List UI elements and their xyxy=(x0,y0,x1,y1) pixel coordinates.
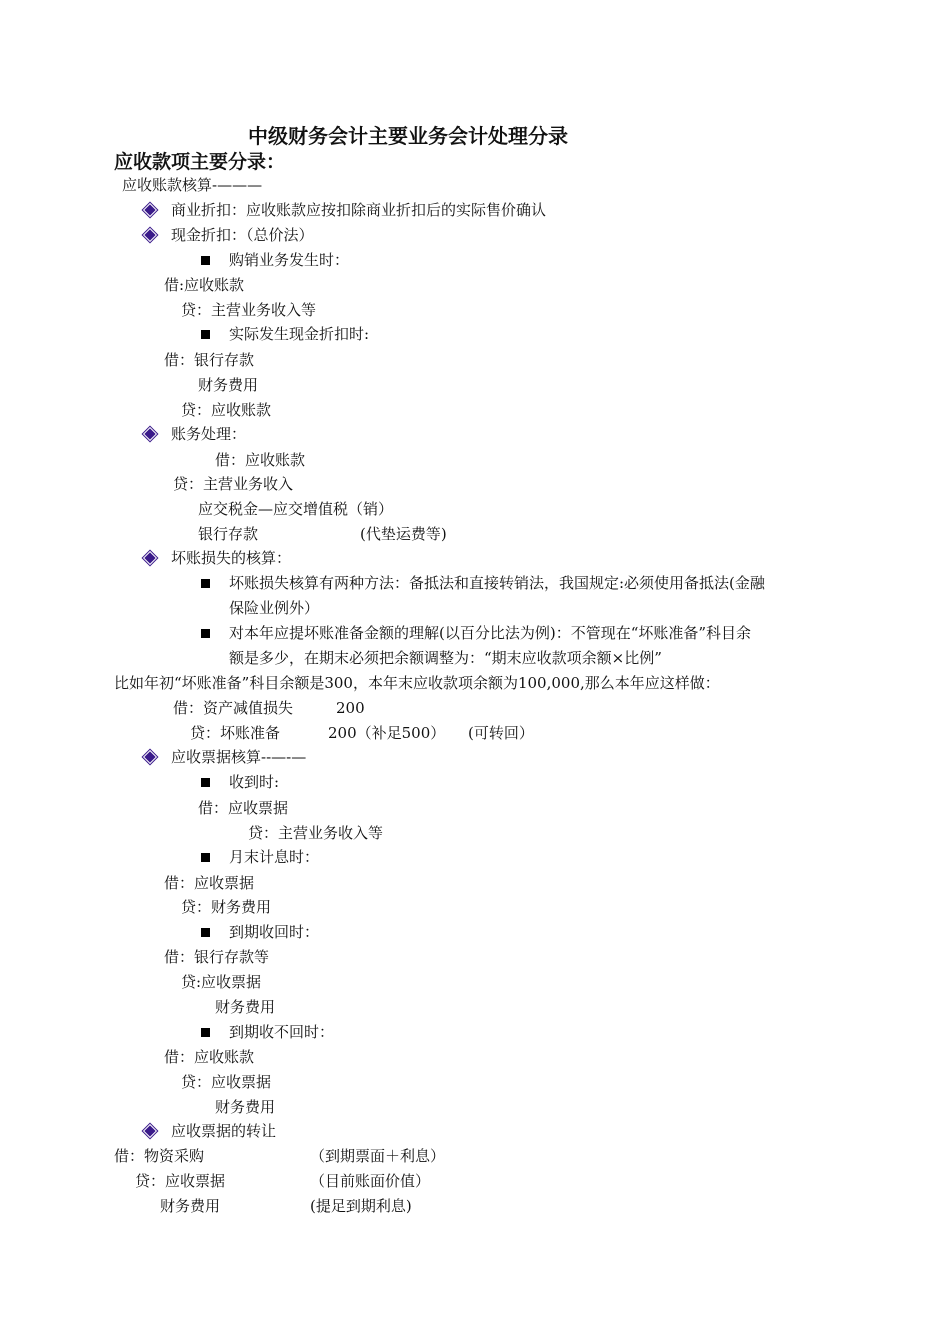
text-line: 借：物资采购 xyxy=(114,1147,205,1165)
text-line: 银行存款 xyxy=(198,525,259,543)
text-line: 应收账款核算-——— xyxy=(122,176,263,194)
text-line: 比如年初“坏账准备”科目余额是300，本年末应收款项余额为100,000,那么本年应这样做： xyxy=(114,674,720,692)
text-line: 贷：主营业务收入等 xyxy=(181,301,317,319)
text-line: 贷:应收票据 xyxy=(181,973,262,991)
text-line: 借：银行存款 xyxy=(164,351,255,369)
text-line: 现金折扣：（总价法） xyxy=(171,226,314,244)
text-line: （到期票面＋利息） xyxy=(310,1147,446,1165)
text-line: （目前账面价值） xyxy=(310,1172,431,1190)
square-bullet-icon xyxy=(201,629,210,638)
text-line: 借：资产减值损失 xyxy=(173,699,294,717)
text-line: 额是多少，在期末必须把余额调整为：“期末应收款项余额×比例” xyxy=(229,649,662,667)
square-bullet-icon xyxy=(201,778,210,787)
text-line: 借：银行存款等 xyxy=(164,948,270,966)
text-line: 账务处理： xyxy=(171,425,247,443)
text-line: (可转回） xyxy=(468,724,534,742)
text-line: (代垫运费等) xyxy=(360,525,447,543)
text-line: 财务费用 xyxy=(160,1197,221,1215)
square-bullet-icon xyxy=(201,579,210,588)
text-line: 应交税金—应交增值税（销） xyxy=(198,500,394,518)
square-bullet-icon xyxy=(201,853,210,862)
text-line: 贷：财务费用 xyxy=(181,898,272,916)
text-line: 坏账损失的核算： xyxy=(171,549,292,567)
text-line: 借:应收账款 xyxy=(164,276,245,294)
text-line: 贷：应收票据 xyxy=(135,1172,226,1190)
diamond-bullet-icon xyxy=(144,204,155,215)
diamond-bullet-icon xyxy=(144,751,155,762)
text-line: 贷：坏账准备 xyxy=(190,724,281,742)
section-heading: 应收款项主要分录： xyxy=(114,151,286,173)
text-line: 应收票据的转让 xyxy=(171,1122,277,1140)
text-line: 贷：应收票据 xyxy=(181,1073,272,1091)
text-line: 月末计息时： xyxy=(229,848,320,866)
square-bullet-icon xyxy=(201,256,210,265)
text-line: 借：应收票据 xyxy=(198,799,289,817)
text-line: 借：应收账款 xyxy=(215,451,306,469)
text-line: 财务费用 xyxy=(215,1098,276,1116)
diamond-bullet-icon xyxy=(144,229,155,240)
text-line: 借：应收票据 xyxy=(164,874,255,892)
text-line: 商业折扣：应收账款应按扣除商业折扣后的实际售价确认 xyxy=(171,201,547,219)
text-line: 200（补足500） xyxy=(328,724,446,742)
diamond-bullet-icon xyxy=(144,1125,155,1136)
text-line: 财务费用 xyxy=(215,998,276,1016)
text-line: 贷：主营业务收入 xyxy=(173,475,294,493)
text-line: 贷：应收账款 xyxy=(181,401,272,419)
text-line: 购销业务发生时： xyxy=(229,251,350,269)
text-line: 实际发生现金折扣时: xyxy=(229,325,370,343)
square-bullet-icon xyxy=(201,928,210,937)
text-line: 财务费用 xyxy=(198,376,259,394)
text-line: (提足到期利息) xyxy=(310,1197,412,1215)
text-line: 收到时: xyxy=(229,773,280,791)
text-line: 贷：主营业务收入等 xyxy=(248,824,384,842)
text-line: 借：应收账款 xyxy=(164,1048,255,1066)
page-title: 中级财务会计主要业务会计处理分录 xyxy=(248,124,568,148)
text-line: 对本年应提坏账准备金额的理解(以百分比法为例)：不管现在“坏账准备”科目余 xyxy=(229,624,752,642)
square-bullet-icon xyxy=(201,330,210,339)
square-bullet-icon xyxy=(201,1028,210,1037)
text-line: 应收票据核算--—-— xyxy=(171,748,307,766)
text-line: 到期收不回时： xyxy=(229,1023,335,1041)
text-line: 到期收回时： xyxy=(229,923,320,941)
diamond-bullet-icon xyxy=(144,552,155,563)
text-line: 200 xyxy=(336,699,365,717)
text-line: 坏账损失核算有两种方法：备抵法和直接转销法，我国规定:必须使用备抵法(金融 xyxy=(229,574,765,592)
diamond-bullet-icon xyxy=(144,428,155,439)
text-line: 保险业例外） xyxy=(229,599,320,617)
